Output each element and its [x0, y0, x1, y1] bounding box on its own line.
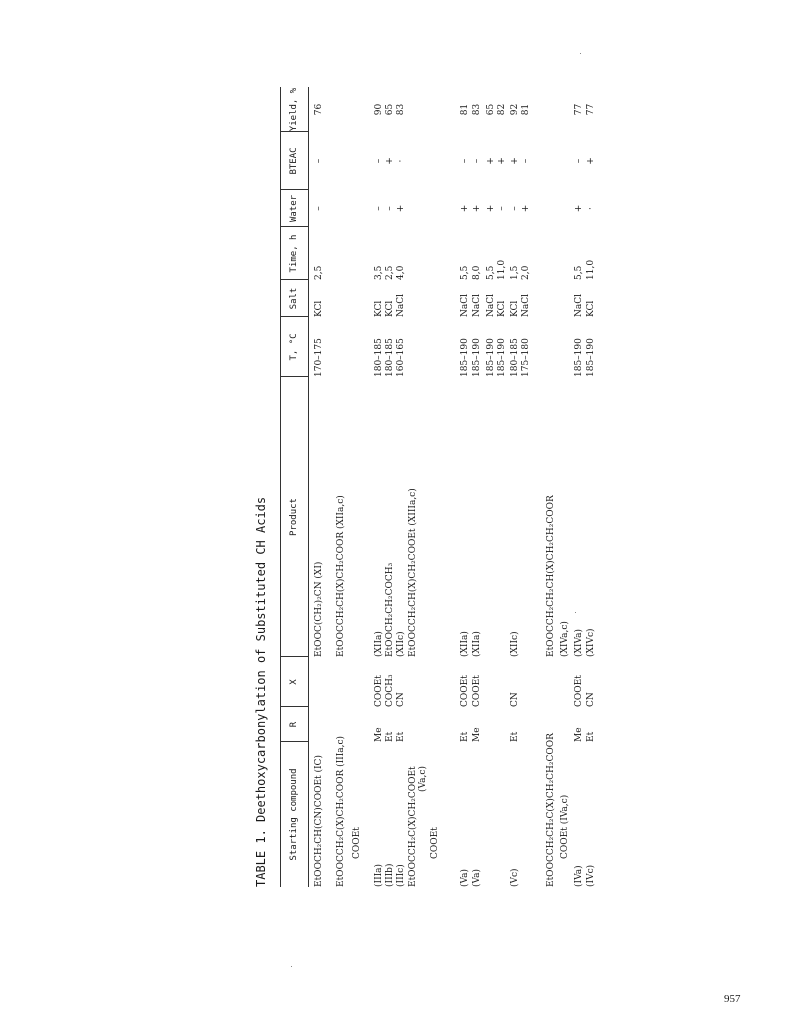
- table-cell-r-group: Me: [472, 727, 482, 742]
- table-cell-yield: 65: [385, 103, 395, 116]
- table-cell-yield: 77: [586, 103, 596, 116]
- table-cell-product: (XIVa): [574, 628, 584, 657]
- table-cell-product: (XIIc): [510, 631, 520, 657]
- table-cell-temperature: 180–185: [385, 338, 395, 377]
- table-cell-bteac: +: [510, 157, 520, 165]
- table-cell-temperature: 185–190: [574, 338, 584, 377]
- table-cell-temperature: 180–185: [510, 338, 520, 377]
- table-cell-yield: 90: [374, 103, 384, 116]
- column-header-product: Product: [289, 498, 299, 536]
- table-cell-time: 2,5: [385, 265, 395, 280]
- table-cell-bteac: –: [314, 158, 324, 164]
- table-cell-time: 8,0: [472, 265, 482, 280]
- table-cell-starting-compound: COOEt (IVa,c): [560, 794, 570, 859]
- scan-speck: [291, 966, 292, 967]
- table-cell-x-group: COOEt: [460, 675, 470, 707]
- table-cell-temperature: 185–190: [586, 338, 596, 377]
- table-cell-product: (XIIa): [374, 631, 384, 657]
- table-cell-salt: NaCl: [472, 293, 482, 317]
- table-cell-yield: 83: [472, 103, 482, 116]
- column-header-salt: Salt: [289, 287, 299, 310]
- table-cell-temperature: 185–190: [486, 338, 496, 377]
- table-cell-salt: NaCl: [460, 293, 470, 317]
- table-cell-time: 2,0: [521, 265, 531, 280]
- header-divider: [280, 741, 308, 742]
- table-cell-r-group: Et: [460, 731, 470, 742]
- table-cell-time: 1,5: [510, 265, 520, 280]
- table-cell-water: +: [460, 204, 470, 213]
- column-header-yield: Yield, %: [289, 87, 299, 132]
- table-cell-starting-compound: (IIIc): [396, 864, 406, 887]
- header-divider: [280, 189, 308, 190]
- table-cell-product: EtOOCCH₂CH(X)CH₂COOR (XIIa,c): [336, 495, 346, 657]
- table-cell-x-group: COOEt: [574, 675, 584, 707]
- table-cell-bteac: –: [460, 158, 470, 164]
- table-cell-r-group: Et: [396, 731, 406, 742]
- table-cell-starting-compound: EtOOCCH₂C(X)CH₂COOR (IIIa,c): [336, 735, 346, 887]
- page-number: 957: [724, 993, 741, 1005]
- header-divider: [280, 279, 308, 280]
- table-cell-bteac: –: [472, 158, 482, 164]
- table-cell-bteac: +: [586, 157, 596, 165]
- table-cell-temperature: 185–190: [460, 338, 470, 377]
- table-cell-water: +: [396, 204, 406, 213]
- table-cell-starting-compound: COOEt: [352, 827, 362, 859]
- table-cell-salt: KCl: [374, 300, 384, 317]
- table-cell-temperature: 175–180: [521, 338, 531, 377]
- table-cell-bteac: –: [521, 158, 531, 164]
- table-cell-temperature: 185–190: [472, 338, 482, 377]
- table-cell-temperature: 185–190: [497, 338, 507, 377]
- table-cell-water: +: [574, 204, 584, 213]
- scan-speck: [580, 53, 581, 54]
- header-divider: [280, 376, 308, 377]
- table-cell-product: EtOOC(CH₂)₂CN (XI): [314, 561, 324, 657]
- table-cell-product: (XIVc): [586, 628, 596, 657]
- table-cell-yield: 82: [497, 103, 507, 116]
- table-cell-bteac: –: [374, 158, 384, 164]
- table-cell-starting-compound: COOEt: [430, 827, 440, 859]
- table-cell-salt: NaCl: [574, 293, 584, 317]
- table-cell-bteac: +: [497, 157, 507, 165]
- table-cell-r-group: Me: [374, 727, 384, 742]
- header-divider: [280, 226, 308, 227]
- table-cell-starting-compound: EtOOCCH₂CH₂C(X)CH₂CH₂COOR: [546, 733, 556, 887]
- header-divider: [280, 656, 308, 657]
- table-cell-salt: KCl: [510, 300, 520, 317]
- table-cell-x-group: CN: [396, 692, 406, 707]
- column-header-water: Water: [289, 194, 299, 223]
- table-cell-yield: 92: [510, 103, 520, 116]
- table-cell-x-group: COOEt: [472, 675, 482, 707]
- table-cell-bteac: –: [574, 158, 584, 164]
- table-cell-x-group: COCH₃: [385, 674, 395, 707]
- rotated-table-block: [250, 87, 620, 887]
- table-cell-yield: 81: [521, 103, 531, 116]
- table-cell-time: 2,5: [314, 265, 324, 280]
- table-cell-temperature: 160–165: [396, 338, 406, 377]
- table-cell-x-group: COOEt: [374, 675, 384, 707]
- table-cell-starting-compound: (IIIa): [374, 863, 384, 887]
- table-cell-time: 3,5: [374, 265, 384, 280]
- table-cell-temperature: 170–175: [314, 338, 324, 377]
- table-cell-bteac: ·: [396, 159, 406, 163]
- header-divider: [280, 706, 308, 707]
- table-cell-starting-compound: (IVc): [586, 864, 596, 887]
- table-cell-product: (XIIc): [396, 631, 406, 657]
- table-cell-salt: NaCl: [396, 293, 406, 317]
- table-cell-starting-compound: (Va): [472, 868, 482, 887]
- header-divider: [280, 131, 308, 132]
- table-cell-yield: 65: [486, 103, 496, 116]
- table-cell-product: EtOOCH₂CH₂COCH₃: [385, 562, 395, 657]
- table-cell-water: –: [510, 206, 520, 211]
- table-cell-salt: NaCl: [486, 293, 496, 317]
- table-cell-starting-compound: (IVa): [574, 865, 584, 887]
- table-cell-water: –: [497, 206, 507, 211]
- table-cell-salt: KCl: [586, 300, 596, 317]
- table-cell-starting-compound: (Va): [460, 868, 470, 887]
- scan-speck: [575, 612, 576, 613]
- table-cell-salt: KCl: [314, 300, 324, 317]
- table-cell-x-group: CN: [510, 692, 520, 707]
- table-cell-salt: KCl: [385, 300, 395, 317]
- table-cell-time: 4,0: [396, 265, 406, 280]
- table-cell-product: (XIVa,c): [560, 621, 570, 657]
- table-cell-water: +: [521, 204, 531, 213]
- table-cell-yield: 76: [314, 103, 324, 116]
- table-cell-water: –: [314, 206, 324, 211]
- table-cell-product: EtOOCCH₂CH(X)CH₂COOEt (XIIIa,c): [408, 488, 418, 657]
- table-cell-water: +: [486, 204, 496, 213]
- column-header-starting-compound: Starting compound: [289, 768, 299, 861]
- table-cell-bteac: +: [385, 157, 395, 165]
- table-caption: TABLE 1. Deethoxycarbonylation of Substituted CH Acids: [254, 496, 268, 887]
- table-cell-product: (XIIa): [472, 631, 482, 657]
- table-cell-starting-compound: (IIIb): [385, 863, 395, 887]
- table-cell-water: –: [374, 206, 384, 211]
- table-cell-time: 5,5: [574, 265, 584, 280]
- table-cell-temperature: 180–185: [374, 338, 384, 377]
- table-cell-water: +: [472, 204, 482, 213]
- column-header-r-group: R: [289, 721, 299, 728]
- column-header-time: Time, h: [289, 234, 299, 273]
- table-cell-time: 5,5: [486, 265, 496, 280]
- table-cell-time: 11,0: [497, 259, 507, 280]
- table-cell-time: 5,5: [460, 265, 470, 280]
- table-cell-yield: 77: [574, 103, 584, 116]
- table-cell-salt: NaCl: [521, 293, 531, 317]
- column-header-temperature: T, °C: [289, 333, 299, 361]
- table-cell-starting-compound: (Vc): [510, 868, 520, 887]
- table-cell-starting-compound: EtOOCH₂CH(CN)COOEt (IC): [314, 755, 324, 887]
- header-rule: [308, 87, 309, 887]
- table-cell-r-group: Et: [385, 731, 395, 742]
- table-cell-x-group: CN: [586, 692, 596, 707]
- table-cell-water: –: [385, 206, 395, 211]
- table-cell-water: ·: [586, 207, 596, 210]
- column-header-bteac: BTEAC: [289, 147, 299, 175]
- header-divider: [280, 316, 308, 317]
- table-cell-salt: KCl: [497, 300, 507, 317]
- table-cell-time: 11,0: [586, 259, 596, 280]
- table-cell-r-group: Et: [586, 731, 596, 742]
- table-cell-yield: 81: [460, 103, 470, 116]
- table-cell-r-group: Et: [510, 731, 520, 742]
- table-cell-product: (XIIa): [460, 631, 470, 657]
- table-cell-starting-compound: (Va,c): [418, 766, 428, 792]
- table-cell-bteac: +: [486, 157, 496, 165]
- table-cell-r-group: Me: [574, 727, 584, 742]
- column-header-x-group: X: [289, 679, 299, 685]
- table-cell-starting-compound: EtOOCCH₂C(X)CH₂COOEt: [408, 766, 418, 887]
- table-cell-yield: 83: [396, 103, 406, 116]
- table-cell-product: EtOOCCH₂CH₂CH(X)CH₂CH₂COOR: [546, 495, 556, 657]
